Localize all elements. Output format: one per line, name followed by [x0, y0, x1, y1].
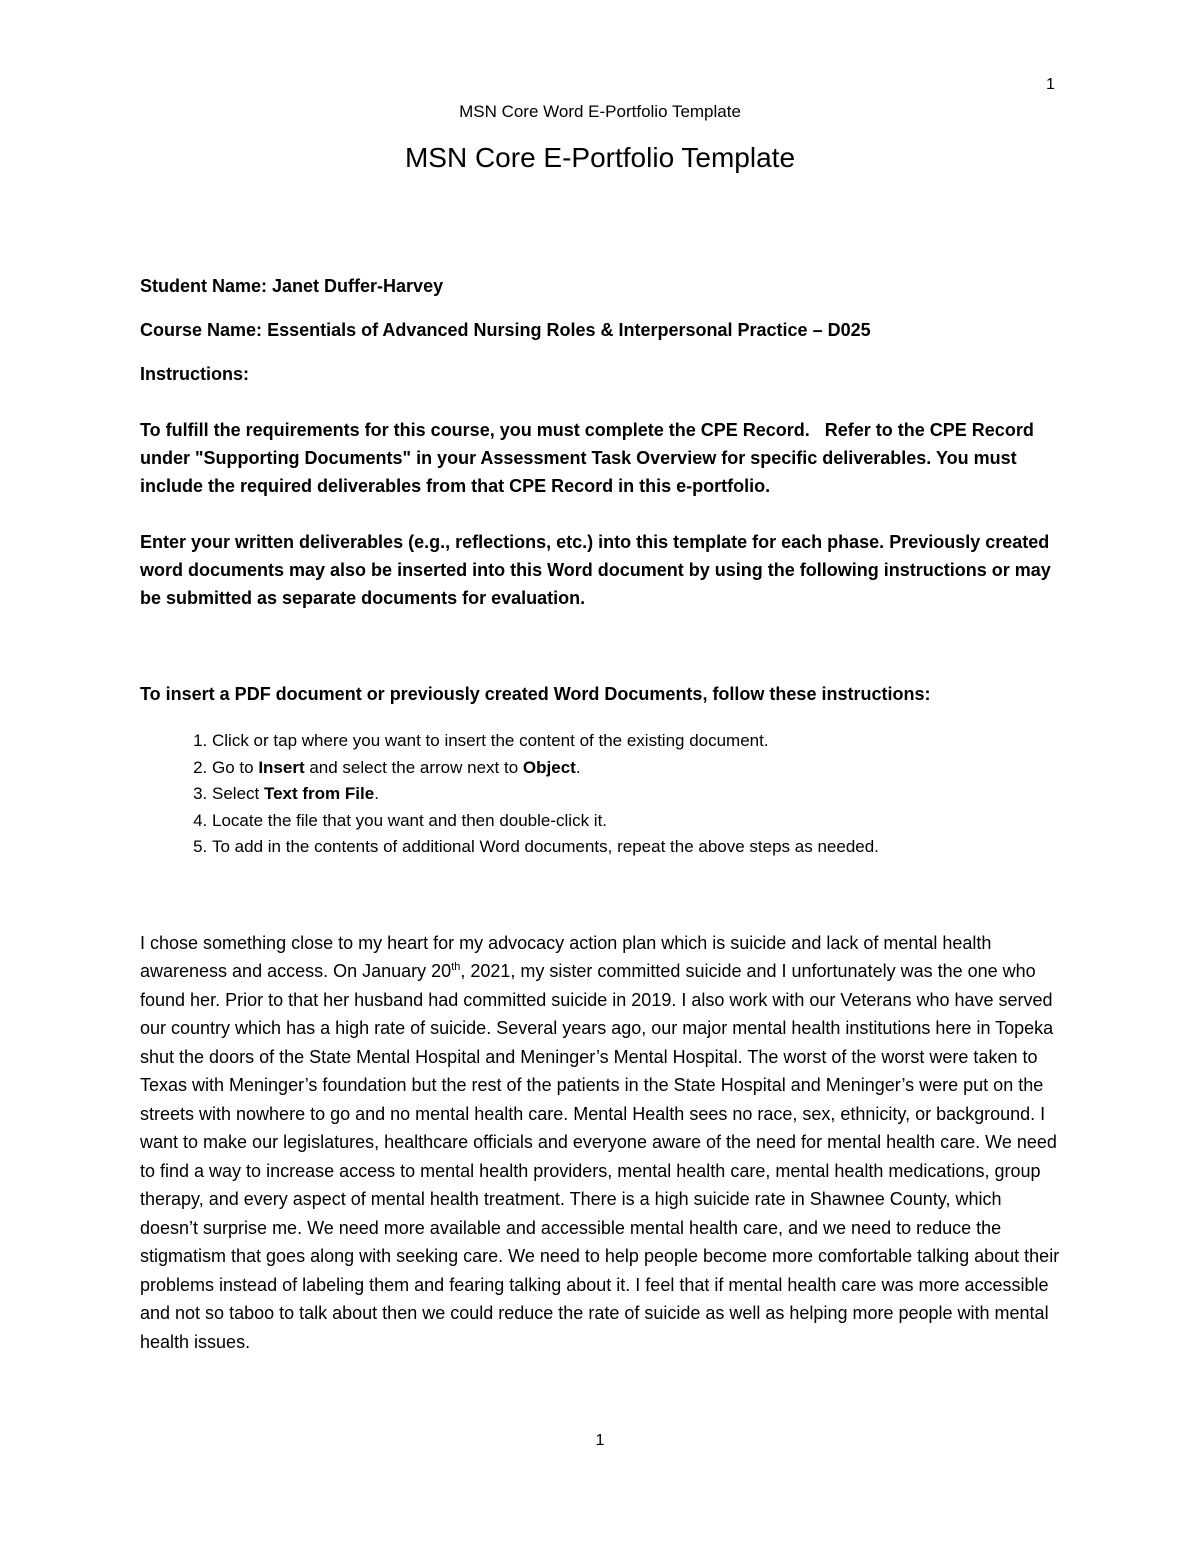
- step-3-post: .: [374, 784, 379, 803]
- footer-page-number: 1: [595, 1432, 605, 1449]
- student-name-line: [140, 272, 1060, 300]
- step-4-text: Locate the file that you want and then double-click it.: [212, 810, 608, 830]
- student-name-label: Student Name:: [140, 276, 268, 296]
- list-item: [212, 755, 1060, 782]
- insert-instructions-heading: To insert a PDF document or previously created Word Documents, follow these instructions:: [140, 684, 931, 704]
- advocacy-text-part-2: , 2021, my sister committed suicide and I unfortunately was the one who found her. Prior to that her husband had committed suicide in 2019. I also work with our Veterans who have served our country which has a high rate of suicide. Several years ago, our major mental health institutions here in Topeka shut the doors of the State Mental Hospital and Meninger’s Mental Hospital. The worst of the worst were taken to Texas with Meninger’s foundation but the rest of the patients in the State Hospital and Meninger’s were put on the streets with nowhere to go and no mental health care. Mental Health sees no race, sex, ethnicity, or background. I want to make our legislatures, healthcare officials and everyone aware of the need for mental health care. We need to find a way to increase access to mental health providers, mental health care, mental health medications, group therapy, and every aspect of mental health treatment. There is a high suicide rate in Shawnee County, which doesn’t surprise me. We need more available and accessible mental health care, and we need to reduce the stigmatism that goes along with seeking care. We need to help people become more comfortable talking about their problems instead of labeling them and fearing talking about it. I feel that if mental health care was more accessible and not so taboo to talk about then we could reduce the rate of suicide as well as helping more people with mental health issues.: [140, 961, 1060, 1352]
- advocacy-text-part-1: I chose something close to my heart for my advocacy action plan which is suicide and lack of mental health awareness and access. On January 20: [140, 932, 992, 981]
- step-5-text: To add in the contents of additional Word documents, repeat the above steps as needed.: [212, 837, 879, 856]
- student-name-value: Janet Duffer-Harvey: [272, 276, 444, 296]
- document-body: [140, 272, 1060, 1356]
- step-2-post: .: [575, 757, 581, 777]
- step-2-object-term: Object: [522, 757, 576, 777]
- course-name-label: Course Name:: [140, 320, 263, 340]
- course-name-value: Essentials of Advanced Nursing Roles & Interpersonal Practice – D025: [267, 320, 871, 340]
- course-name-line: [140, 316, 1060, 344]
- step-3-pre: Select: [212, 784, 264, 803]
- advocacy-paragraph: [140, 929, 1060, 1357]
- step-2-insert-term: Insert: [258, 757, 305, 777]
- document-title: MSN Core E-Portfolio Template: [404, 142, 796, 173]
- advocacy-ordinal-suffix: th: [451, 961, 461, 973]
- list-item: [212, 781, 1060, 808]
- list-item: [212, 834, 1060, 861]
- step-1-text: Click or tap where you want to insert the content of the existing document.: [212, 731, 769, 750]
- list-item: [212, 808, 1060, 835]
- instructions-paragraph-deliverables: Enter your written deliverables (e.g., reflections, etc.) into this template for each phase. Previously created word documents may also be inserted into this Word document by using the following instructions or may be submitted as separate documents for evaluation.: [140, 532, 1051, 608]
- insert-steps-list: [140, 728, 1060, 861]
- step-2-mid: and select the arrow next to: [304, 757, 523, 777]
- step-2-pre: Go to: [212, 757, 259, 777]
- instructions-paragraph-cpe: To fulfill the requirements for this course, you must complete the CPE Record. Refer to the CPE Record under "Supporting Documents" in your Assessment Task Overview for specific deliverables. You must include the required deliverables from that CPE Record in this e-portfolio.: [140, 420, 1039, 496]
- list-item: [212, 728, 1060, 755]
- step-3-text-from-file-term: Text from File: [263, 784, 375, 803]
- instructions-label: Instructions:: [140, 364, 250, 384]
- running-header-title: MSN Core Word E-Portfolio Template: [459, 102, 741, 121]
- header-page-number: 1: [1046, 76, 1055, 93]
